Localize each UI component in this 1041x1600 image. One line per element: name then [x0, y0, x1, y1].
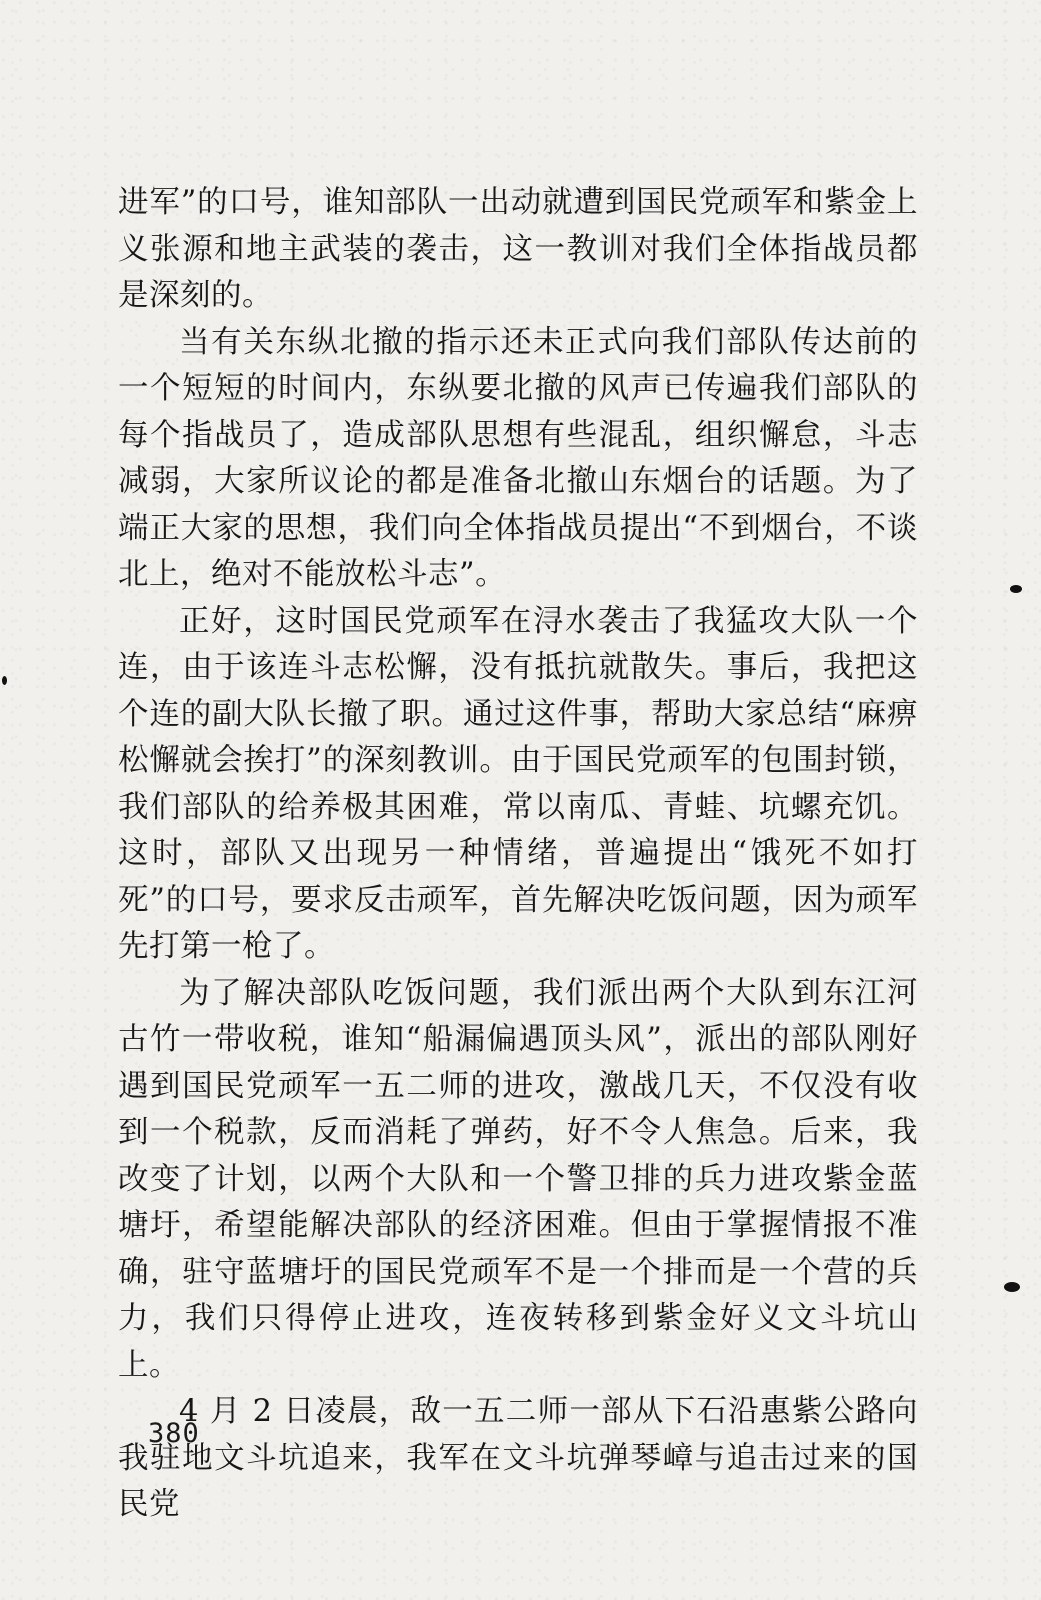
- paragraph-2: 当有关东纵北撤的指示还未正式向我们部队传达前的一个短短的时间内，东纵要北撤的风声已传遍我们部队的每个指战员了，造成部队思想有些混乱，组织懈怠，斗志减弱，大家所议论的都是准备北撤山东烟台的话题。为了端正大家的思想，我们向全体指战员提出“不到烟台，不谈北上，绝对不能放松斗志”。: [118, 324, 918, 592]
- scan-speck: [1004, 1282, 1020, 1292]
- page-number: 380: [148, 1418, 200, 1449]
- paragraph-3: 正好，这时国民党顽军在浔水袭击了我猛攻大队一个连，由于该连斗志松懈，没有抵抗就散失。事后，我把这个连的副大队长撤了职。通过这件事，帮助大家总结“麻痹松懈就会挨打”的深刻教训。由于国民党顽军的包围封锁，我们部队的给养极其困难，常以南瓜、青蛙、坑螺充饥。这时，部队又出现另一种情绪，普遍提出“饿死不如打死”的口号，要求反击顽军，首先解决吃饭问题，因为顽军先打第一枪了。: [118, 603, 918, 964]
- scan-speck: [2, 676, 7, 685]
- scan-speck: [1010, 585, 1022, 593]
- body-text: [118, 180, 918, 1529]
- paragraph-5: 4 月 2 日凌晨，敌一五二师一部从下石沿惠紫公路向我驻地文斗坑追来，我军在文斗坑弹琴嶂与追击过来的国民党: [118, 1394, 918, 1522]
- paragraph-4: 为了解决部队吃饭问题，我们派出两个大队到东江河古竹一带收税，谁知“船漏偏遇顶头风”，派出的部队刚好遇到国民党顽军一五二师的进攻，激战几天，不仅没有收到一个税款，反而消耗了弹药，好不令人焦急。后来，我改变了计划，以两个大队和一个警卫排的兵力进攻紫金蓝塘圩，希望能解决部队的经济困难。但由于掌握情报不准确，驻守蓝塘圩的国民党顽军不是一个排而是一个营的兵力，我们只得停止进攻，连夜转移到紫金好义文斗坑山上。: [118, 975, 918, 1383]
- paragraph-1: 进军”的口号，谁知部队一出动就遭到国民党顽军和紫金上义张源和地主武装的袭击，这一教训对我们全体指战员都是深刻的。: [118, 185, 918, 313]
